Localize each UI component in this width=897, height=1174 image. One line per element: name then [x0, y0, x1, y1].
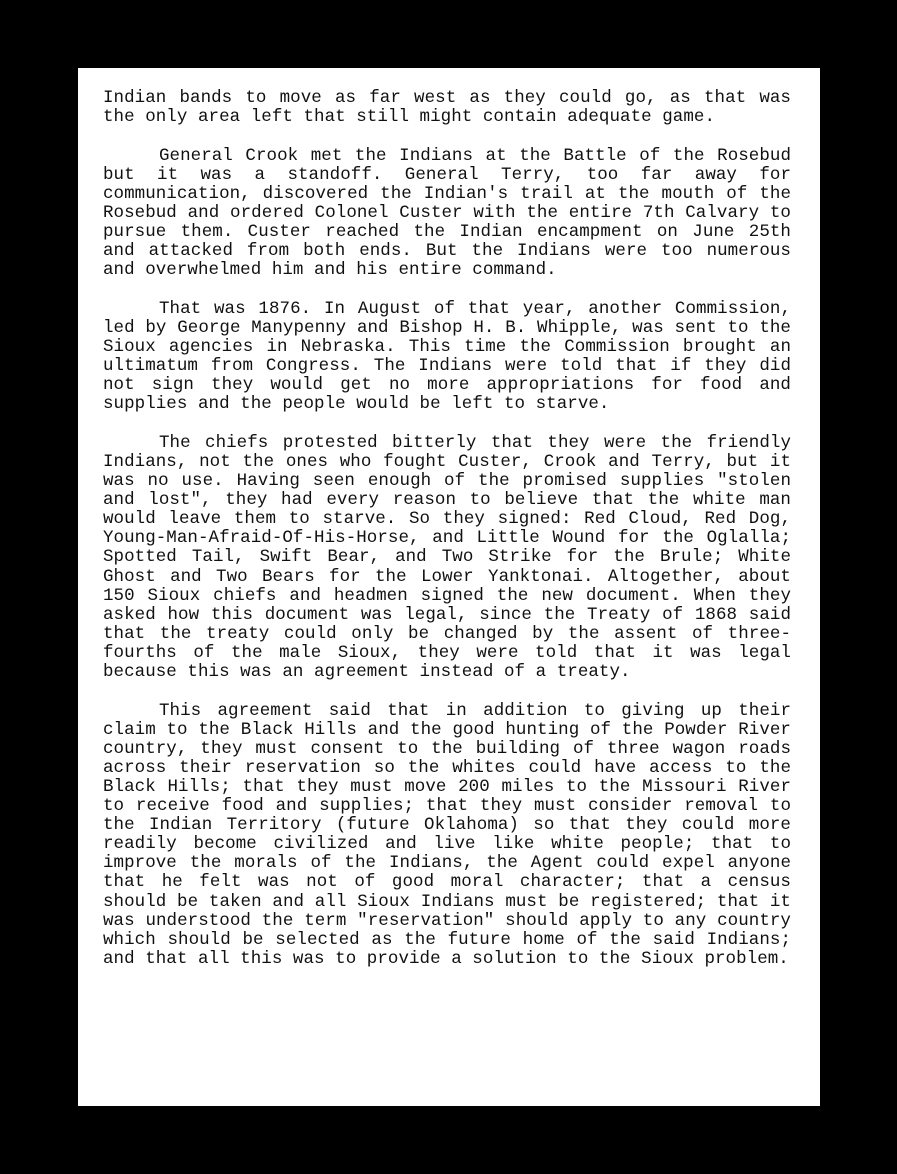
paragraph-battle-of-rosebud: General Crook met the Indians at the Battle of the Rosebud but it was a standoff. General Terry, too far away for communication, discovered the Indian's trail at the mouth of the Rosebud and ordered Colonel Custer with the entire 7th Calvary to pursue them. Custer reached the Indian encampment on June 25th and attacked from both ends. But the Indians were too numerous and overwhelmed him and his entire command. [103, 145, 791, 281]
document-page [78, 68, 820, 1106]
paragraph-agreement-terms: This agreement said that in addition to giving up their claim to the Black Hills and the good hunting of the Powder River country, they must consent to the building of three wagon roads across their reservation so the whites could have access to the Black Hills; that they must move 200 miles to the Missouri River to receive food and supplies; that they must consider removal to the Indian Territory (future Oklahoma) so that they could more readily become civilized and live like white people; that to improve the morals of the Indians, the Agent could expel anyone that he felt was not of good moral character; that a census should be taken and all Sioux Indians must be registered; that it was understood the term "reservation" should apply to any country which should be selected as the future home of the said Indians; and that all this was to provide a solution to the Sioux problem. [103, 700, 791, 969]
paragraph-commission-1876: That was 1876. In August of that year, another Commission, led by George Manypenny and Bishop H. B. Whipple, was sent to the Sioux agencies in Nebraska. This time the Commission brought an ultimatum from Congress. The Indians were told that if they did not sign they would get no more appropriations for food and supplies and the people would be left to starve. [103, 298, 791, 415]
paragraph-chiefs-protest: The chiefs protested bitterly that they were the friendly Indians, not the ones who fought Custer, Crook and Terry, but it was no use. Having seen enough of the promised supplies "stolen and lost", they had every reason to believe that the white man would leave them to starve. So they signed: Red Cloud, Red Dog, Young-Man-Afraid-Of-His-Horse, and Little Wound for the Oglalla; Spotted Tail, Swift Bear, and Two Strike for the Brule; White Ghost and Two Bears for the Lower Yanktonai. Altogether, about 150 Sioux chiefs and headmen signed the new document. When they asked how this document was legal, since the Treaty of 1868 said that the treaty could only be changed by the assent of three-fourths of the male Sioux, they were told that it was legal because this was an agreement instead of a treaty. [103, 432, 791, 683]
paragraph-continuation: Indian bands to move as far west as they could go, as that was the only area left that still might contain adequate game. [103, 88, 791, 128]
